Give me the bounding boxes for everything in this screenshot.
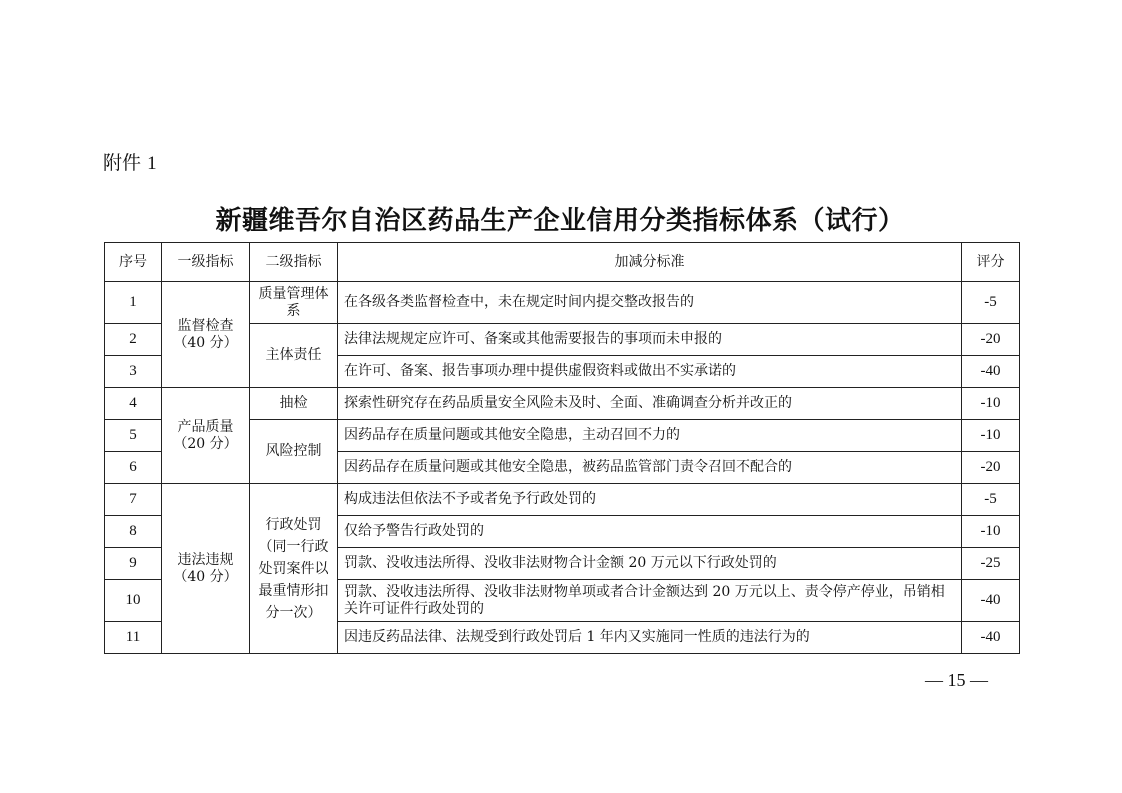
level1-cell: 违法违规（40 分） bbox=[162, 484, 250, 654]
score-cell: -10 bbox=[962, 420, 1020, 452]
document-title: 新疆维吾尔自治区药品生产企业信用分类指标体系（试行） bbox=[215, 206, 905, 236]
level2-cell: 风险控制 bbox=[250, 420, 338, 484]
table-row bbox=[105, 484, 1020, 516]
level2-cell: 行政处罚（同一行政处罚案件以最重情形扣分一次） bbox=[250, 484, 338, 654]
level1-cell: 监督检查（40 分） bbox=[162, 282, 250, 388]
row-no: 2 bbox=[105, 324, 162, 356]
score-cell: -10 bbox=[962, 516, 1020, 548]
attachment-label: 附件 1 bbox=[103, 152, 157, 174]
row-no: 6 bbox=[105, 452, 162, 484]
table-row bbox=[105, 388, 1020, 420]
row-no: 11 bbox=[105, 622, 162, 654]
table-header-row bbox=[105, 243, 1020, 282]
header-level2: 二级指标 bbox=[250, 243, 338, 282]
criteria-cell: 在许可、备案、报告事项办理中提供虚假资料或做出不实承诺的 bbox=[338, 356, 962, 388]
score-cell: -5 bbox=[962, 282, 1020, 324]
criteria-cell: 在各级各类监督检查中，未在规定时间内提交整改报告的 bbox=[338, 282, 962, 324]
criteria-cell: 罚款、没收违法所得、没收非法财物合计金额 20 万元以下行政处罚的 bbox=[338, 548, 962, 580]
criteria-cell: 探索性研究存在药品质量安全风险未及时、全面、准确调查分析并改正的 bbox=[338, 388, 962, 420]
row-no: 10 bbox=[105, 580, 162, 622]
criteria-cell: 仅给予警告行政处罚的 bbox=[338, 516, 962, 548]
criteria-cell: 因违反药品法律、法规受到行政处罚后 1 年内又实施同一性质的违法行为的 bbox=[338, 622, 962, 654]
table-row bbox=[105, 282, 1020, 324]
header-criteria: 加减分标准 bbox=[338, 243, 962, 282]
header-score: 评分 bbox=[962, 243, 1020, 282]
score-cell: -40 bbox=[962, 580, 1020, 622]
header-no: 序号 bbox=[105, 243, 162, 282]
row-no: 3 bbox=[105, 356, 162, 388]
header-level1: 一级指标 bbox=[162, 243, 250, 282]
score-cell: -40 bbox=[962, 356, 1020, 388]
score-cell: -20 bbox=[962, 452, 1020, 484]
indicator-table bbox=[104, 242, 1020, 654]
row-no: 5 bbox=[105, 420, 162, 452]
row-no: 7 bbox=[105, 484, 162, 516]
row-no: 1 bbox=[105, 282, 162, 324]
score-cell: -10 bbox=[962, 388, 1020, 420]
criteria-cell: 因药品存在质量问题或其他安全隐患，被药品监管部门责令召回不配合的 bbox=[338, 452, 962, 484]
page-number: — 15 — bbox=[925, 670, 988, 690]
criteria-cell: 罚款、没收违法所得、没收非法财物单项或者合计金额达到 20 万元以上、责令停产停业，吊销相关许可证件行政处罚的 bbox=[338, 580, 962, 622]
row-no: 4 bbox=[105, 388, 162, 420]
level2-cell: 抽检 bbox=[250, 388, 338, 420]
score-cell: -25 bbox=[962, 548, 1020, 580]
row-no: 8 bbox=[105, 516, 162, 548]
criteria-cell: 因药品存在质量问题或其他安全隐患，主动召回不力的 bbox=[338, 420, 962, 452]
score-cell: -20 bbox=[962, 324, 1020, 356]
score-cell: -5 bbox=[962, 484, 1020, 516]
score-cell: -40 bbox=[962, 622, 1020, 654]
row-no: 9 bbox=[105, 548, 162, 580]
criteria-cell: 构成违法但依法不予或者免予行政处罚的 bbox=[338, 484, 962, 516]
level1-cell: 产品质量（20 分） bbox=[162, 388, 250, 484]
criteria-cell: 法律法规规定应许可、备案或其他需要报告的事项而未申报的 bbox=[338, 324, 962, 356]
level2-cell: 质量管理体系 bbox=[250, 282, 338, 324]
level2-cell: 主体责任 bbox=[250, 324, 338, 388]
